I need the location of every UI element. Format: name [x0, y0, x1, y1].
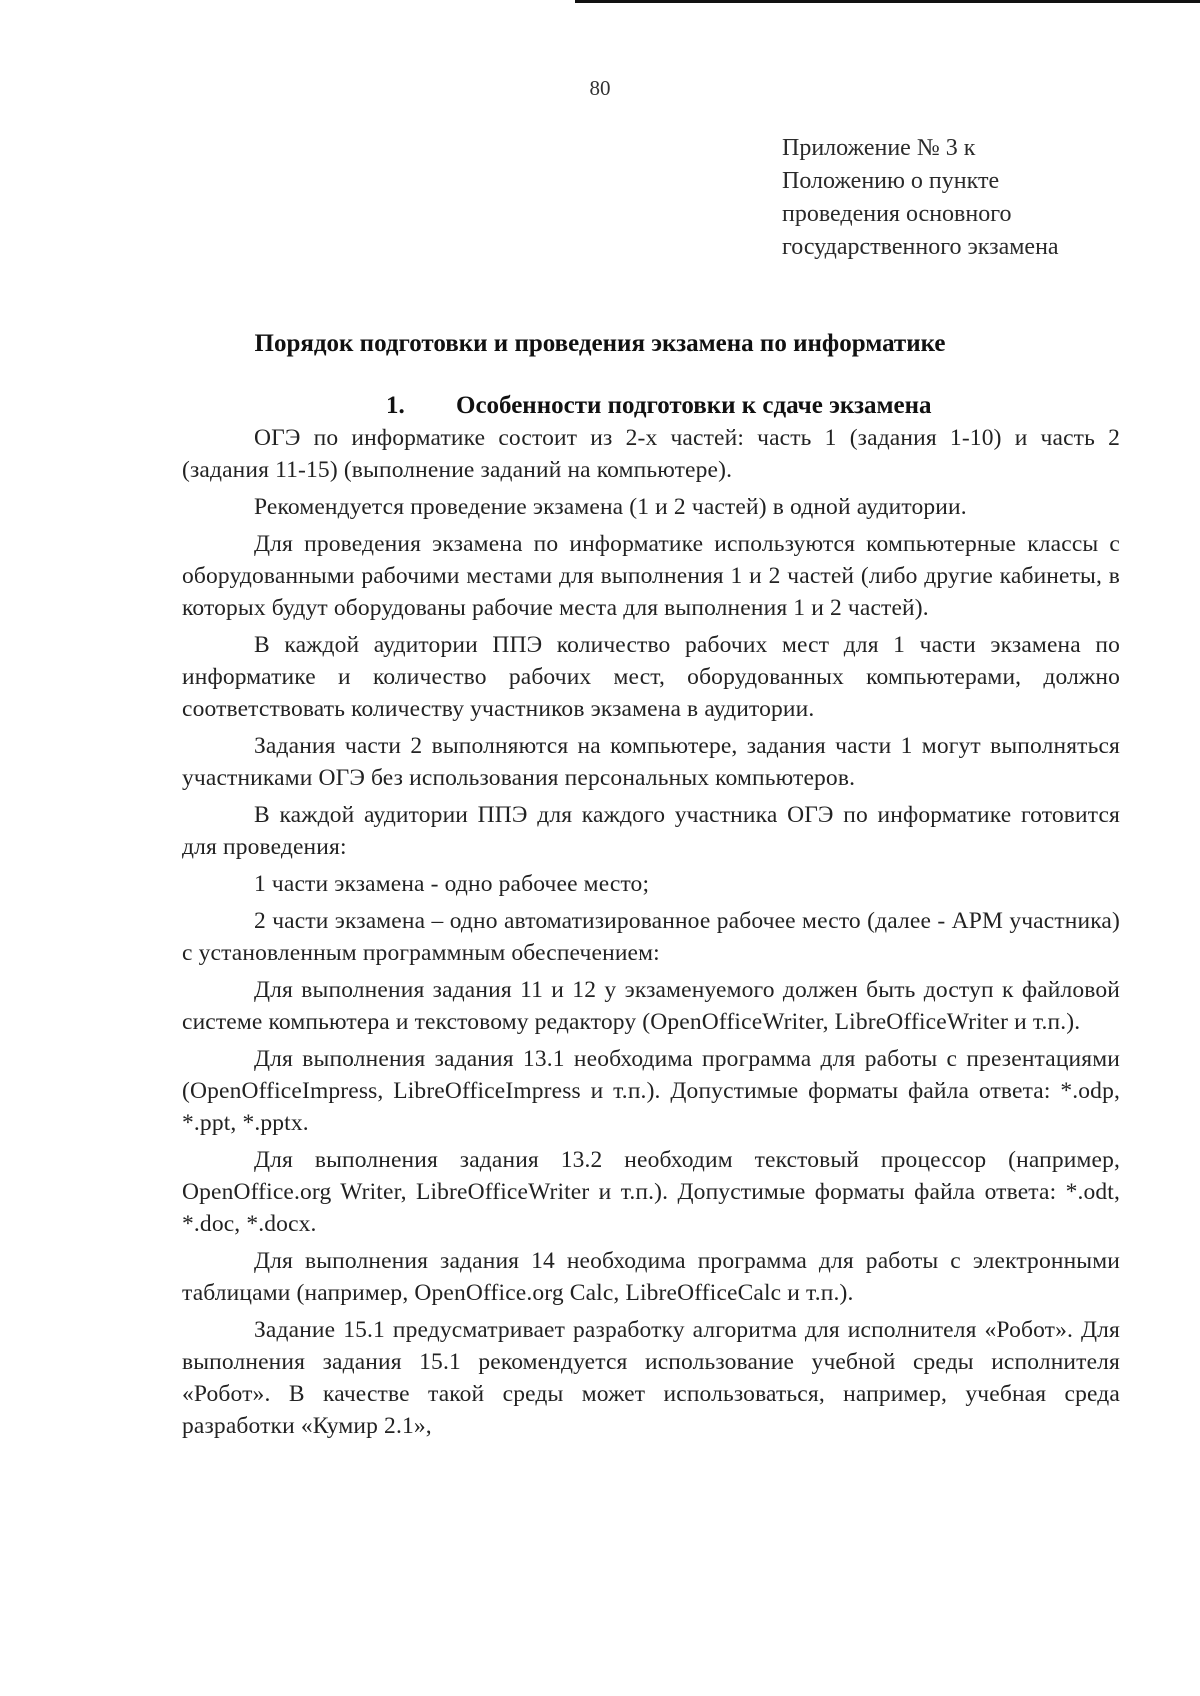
paragraph: Задание 15.1 предусматривает разработку алгоритма для исполнителя «Робот». Для выполнения задания 15.1 рекомендуется использование учебной среды исполнителя «Робот». В качестве такой среды может использоваться, например, учебная среда разработки «Кумир 2.1»,: [182, 1317, 1120, 1439]
appendix-line: государственного экзамена: [782, 234, 1059, 260]
top-border-line: [575, 0, 1200, 3]
document-body: [182, 422, 1120, 1447]
paragraph: Задания части 2 выполняются на компьютере, задания части 1 могут выполняться участниками ОГЭ без использования персональных компьютеров.: [182, 733, 1120, 791]
paragraph: ОГЭ по информатике состоит из 2-х частей: часть 1 (задания 1-10) и часть 2 (задания 11-15) (выполнение заданий на компьютере).: [182, 425, 1120, 483]
paragraph: Для выполнения задания 13.1 необходима программа для работы с презентациями (OpenOfficeImpress, LibreOfficeImpress и т.п.). Допустимые форматы файла ответа: *.odp, *.ppt, *.pptx.: [182, 1046, 1120, 1136]
section-title: Особенности подготовки к сдаче экзамена: [456, 392, 932, 419]
paragraph: В каждой аудитории ППЭ для каждого участника ОГЭ по информатике готовится для проведения:: [182, 802, 1120, 860]
page-number: 80: [589, 76, 611, 100]
section-number: 1.: [386, 392, 405, 419]
paragraph: 1 части экзамена - одно рабочее место;: [254, 871, 650, 897]
paragraph: Для выполнения задания 14 необходима программа для работы с электронными таблицами (например, OpenOffice.org Calc, LibreOfficeCalc и т.п.).: [182, 1248, 1120, 1306]
appendix-line: Приложение № 3 к: [782, 135, 976, 161]
section-heading: [386, 392, 932, 420]
paragraph: В каждой аудитории ППЭ количество рабочих мест для 1 части экзамена по информатике и количество рабочих мест, оборудованных компьютерами, должно соответствовать количеству участников экзамена в аудитории.: [182, 632, 1120, 722]
paragraph: Для выполнения задания 11 и 12 у экзаменуемого должен быть доступ к файловой системе компьютера и текстовому редактору (OpenOfficeWriter, LibreOfficeWriter и т.п.).: [182, 977, 1120, 1035]
paragraph: Для выполнения задания 13.2 необходим текстовый процессор (например, OpenOffice.org Writer, LibreOfficeWriter и т.п.). Допустимые форматы файла ответа: *.odt, *.doc, *.docx.: [182, 1147, 1120, 1237]
appendix-note: [782, 132, 1182, 264]
document-title: Порядок подготовки и проведения экзамена по информатике: [254, 330, 946, 357]
appendix-line: проведения основного: [782, 201, 1012, 227]
appendix-line: Положению о пункте: [782, 168, 1000, 194]
paragraph: Для проведения экзамена по информатике используются компьютерные классы с оборудованными рабочими местами для выполнения 1 и 2 частей (либо другие кабинеты, в которых будут оборудованы рабочие места для выполнения 1 и 2 частей).: [182, 531, 1120, 621]
paragraph: 2 части экзамена – одно автоматизированное рабочее место (далее - АРМ участника) с установленным программным обеспечением:: [182, 908, 1120, 966]
paragraph: Рекомендуется проведение экзамена (1 и 2 частей) в одной аудитории.: [254, 494, 967, 520]
